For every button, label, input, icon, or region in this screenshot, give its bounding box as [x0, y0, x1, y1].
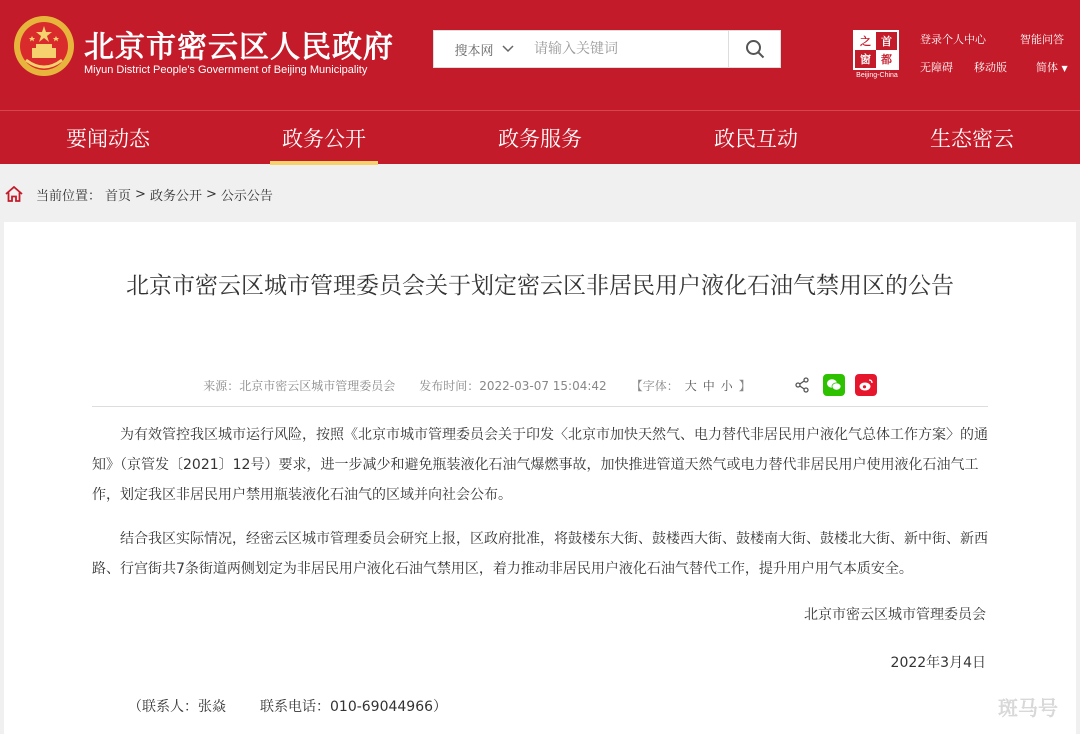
nav-label: 政务公开 [282, 126, 366, 151]
breadcrumb-sep: > [205, 186, 217, 202]
font-size-large[interactable]: 大 [684, 378, 697, 393]
logo-char: 首 [876, 32, 897, 50]
language-label: 简体 [1036, 61, 1058, 74]
watermark: 斑马号 [998, 696, 1058, 720]
breadcrumb-sep: > [135, 186, 146, 202]
breadcrumb-government-affairs[interactable]: 政务公开 [149, 188, 202, 204]
logo-char: 窗 [855, 50, 876, 68]
breadcrumb-home[interactable]: 首页 [105, 188, 132, 204]
article-source: 来源：北京市密云区城市管理委员会 [203, 378, 396, 393]
font-size-prefix: 【字体： [630, 378, 679, 393]
article-time: 发布时间：2022-03-07 15:04:42 [419, 378, 607, 393]
wechat-icon[interactable] [823, 374, 845, 396]
font-size-suffix: 】 [738, 378, 751, 393]
home-icon[interactable] [4, 184, 24, 204]
nav-label: 政务服务 [498, 126, 582, 151]
site-header [0, 0, 1080, 110]
article-paragraph: 结合我区实际情况，经密云区城市管理委员会研究上报，区政府批准，将鼓楼东大街、鼓楼西大街、鼓楼南大街、鼓楼北大街、新中街、新西路、行宫街共7条街道两侧划定为非居民用户液化石油气禁用区，着力推动非居民用户液化石油气替代工作，提升用户用气本质安全。 [92, 531, 988, 577]
site-title[interactable]: 北京市密云区人民政府 [84, 30, 394, 65]
logo-char: 都 [881, 53, 892, 66]
font-size-medium[interactable]: 中 [702, 378, 715, 393]
article-paragraph: 为有效管控我区城市运行风险，按照《北京市城市管理委员会关于印发〈北京市加快天然气、电力替代非居民用户液化气总体工作方案〉的通知》（京管发〔2021〕12号）要求，进一步减少和避免瓶装液化石油气爆燃事故，加快推进管道天然气或电力替代非居民用户使用液化石油气工作，划定我区非居民用户禁用瓶装液化石油气的区域并向社会公布。 [92, 427, 988, 503]
logo-char: 之 [860, 35, 871, 48]
weibo-icon[interactable] [855, 374, 877, 396]
capital-logo-box [853, 30, 899, 70]
contact-person: （联系人：张焱 [128, 699, 226, 715]
breadcrumb-notices[interactable]: 公示公告 [220, 188, 273, 204]
site-subtitle: Miyun District People's Government of Beijing Municipality [84, 64, 368, 76]
main-nav [0, 110, 1080, 164]
chevron-down-icon [502, 45, 514, 53]
breadcrumb-prefix: 当前位置： [36, 188, 102, 204]
contact-phone: 联系电话：010-69044966） [260, 699, 448, 715]
nav-label: 政民互动 [714, 126, 798, 151]
capital-logo-caption: Beijing-China [856, 72, 898, 79]
meta-divider [92, 406, 988, 407]
nav-item-government-affairs[interactable] [270, 111, 378, 165]
language-select[interactable] [1036, 59, 1068, 75]
nav-label: 生态密云 [930, 126, 1014, 151]
login-link[interactable]: 登录个人中心 [920, 33, 986, 46]
mobile-link[interactable]: 移动版 [974, 61, 1007, 74]
national-emblem-icon [12, 14, 76, 78]
nav-item-news[interactable] [54, 111, 162, 165]
nav-label: 要闻动态 [66, 126, 150, 151]
share-icon[interactable] [791, 374, 813, 396]
contact-info [128, 696, 447, 716]
capital-window-logo[interactable] [853, 30, 901, 82]
breadcrumb [0, 176, 1080, 212]
nav-item-services[interactable] [486, 111, 594, 165]
share-bar [791, 374, 877, 396]
article-date: 2022年3月4日 [890, 655, 986, 671]
accessible-link[interactable]: 无障碍 [920, 61, 953, 74]
search-scope-select[interactable] [434, 31, 534, 67]
article-title: 北京市密云区城市管理委员会关于划定密云区非居民用户液化石油气禁用区的公告 [126, 273, 954, 299]
smart-qa-link[interactable]: 智能问答 [1020, 33, 1064, 46]
article-body [92, 420, 988, 598]
article-meta [4, 372, 1076, 398]
nav-item-interaction[interactable] [702, 111, 810, 165]
search-box [433, 30, 781, 68]
article-container [4, 222, 1076, 734]
caret-down-icon: ▼ [1061, 64, 1068, 73]
font-size-control [631, 377, 751, 394]
search-scope-label: 搜本网 [454, 43, 494, 59]
search-button[interactable] [728, 31, 780, 67]
search-icon [745, 39, 765, 59]
font-size-small[interactable]: 小 [720, 378, 733, 393]
search-input[interactable] [534, 31, 728, 67]
nav-item-ecology[interactable] [918, 111, 1026, 165]
article-signature: 北京市密云区城市管理委员会 [804, 607, 986, 623]
